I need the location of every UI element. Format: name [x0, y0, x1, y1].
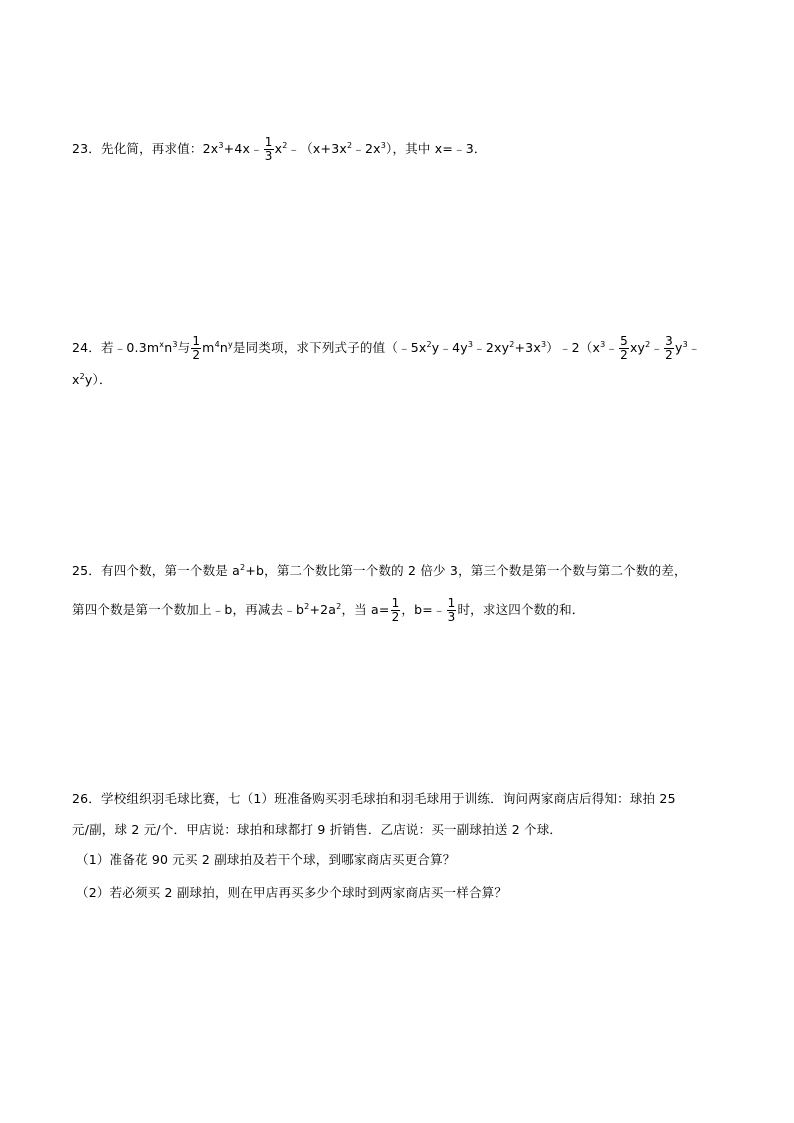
fraction-three-halves: $\frac{3}{2}$ — [665, 334, 673, 362]
fraction-five-halves: $\frac{5}{2}$ — [620, 334, 628, 362]
question-25: 25．有四个数，第一个数是 $a^2+b$，第二个数比第一个数的 2 倍少 3，第三个数是第一个数与第二个数的差， — [72, 563, 687, 578]
question-23: 23．先化简，再求值：$2x^3+4x﹣$ $\frac{1}{3}$ $x^2﹣(x+3x^2﹣2x^3)$，其中 x=﹣3． — [72, 135, 487, 163]
q24-text: 24．若﹣0.3m — [72, 340, 160, 355]
question-24-line-2: $x^2y$）． — [72, 372, 112, 387]
fraction-a-value: $\frac{1}{2}$ — [391, 596, 400, 624]
fraction-one-third: $\frac{1}{3}$ — [264, 135, 273, 163]
question-26-line-2: 元/副，球 2 元/个．甲店说：球拍和球都打 9 折销售．乙店说：买一副球拍送 2 个球． — [72, 822, 563, 837]
question-24: 24．若$﹣0.3m^xn^3$与 $\frac{1}{2}$ $m^4n^y$是同类项，求下列式子的值$(﹣5x^2y﹣4y^3﹣2xy^2+3x^3)﹣2(x^3﹣$ $\frac{5}{2}$ $xy^2﹣$ $\frac{3}{2}$ $y^3﹣$ — [72, 334, 701, 362]
question-26-part-2: （2）若必须买 2 副球拍，则在甲店再买多少个球时到两家商店买一样合算？ — [76, 885, 508, 900]
fraction-b-value: $\frac{1}{3}$ — [447, 596, 456, 624]
fraction-one-half: $\frac{1}{2}$ — [192, 334, 201, 362]
q23-text: 23．先化简，再求值：2x — [72, 141, 219, 156]
question-25-line-2: 第四个数是第一个数加上﹣b，再减去$﹣b^2+2a^2$，当 a= $\frac{1}{2}$ ，b=﹣ $\frac{1}{3}$ 时，求这四个数的和． — [72, 596, 585, 624]
question-26-part-1: （1）准备花 90 元买 2 副球拍及若干个球，到哪家商店买更合算？ — [76, 852, 456, 867]
question-26: 26．学校组织羽毛球比赛，七（1）班准备购买羽毛球拍和羽毛球用于训练．询问两家商店后得知：球拍 25 — [72, 791, 676, 806]
